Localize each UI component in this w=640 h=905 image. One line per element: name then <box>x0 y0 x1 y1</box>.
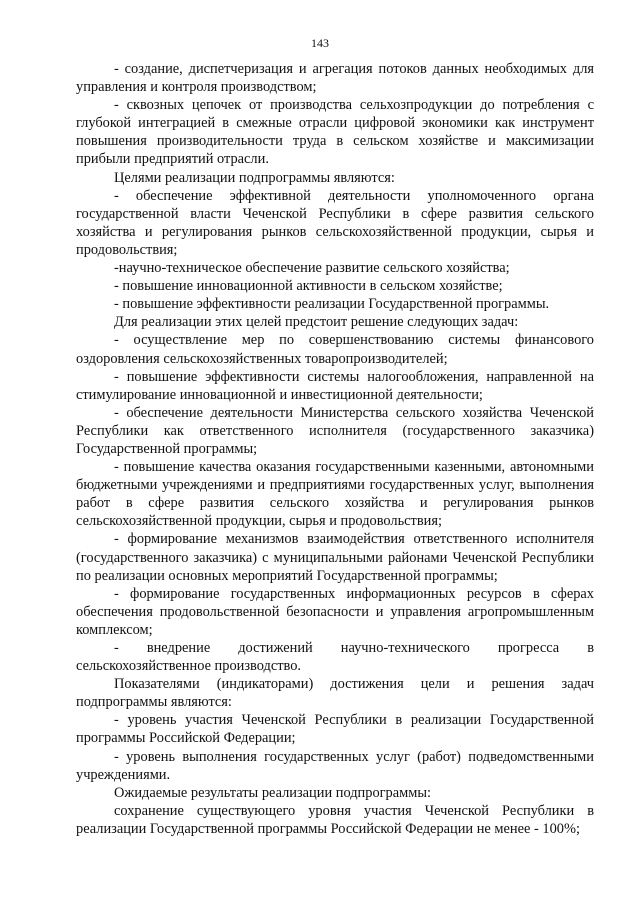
paragraph-data-aggregation: - создание, диспетчеризация и агрегация потоков данных необходимых для управления и контроля производством; <box>76 61 594 96</box>
paragraph-task-interaction: - формирование механизмов взаимодействия ответственного исполнителя (государственного заказчика) с муниципальными районами Чеченской Республики по реализации основных мероприятий Государственной программы; <box>76 531 594 584</box>
paragraph-goal-innovation: - повышение инновационной активности в сельском хозяйстве; <box>114 278 503 295</box>
paragraph-indicator-participation: - уровень участия Чеченской Республики в реализации Государственной программы Российской Федерации; <box>76 712 594 747</box>
paragraph-tasks-heading: Для реализации этих целей предстоит решение следующих задач: <box>114 314 519 331</box>
paragraph-goal-efficiency: - повышение эффективности реализации Государственной программы. <box>114 296 550 313</box>
paragraph-goal-authority: - обеспечение эффективной деятельности уполномоченного органа государственной власти Чеченской Республики в сфере развития сельского хозяйства и регулирования рынков сельскохозяйственной продукции, сырья и продовольствия; <box>76 187 594 258</box>
paragraph-indicators-heading: Показателями (индикаторами) достижения цели и решения задач подпрограммы являются: <box>76 676 594 711</box>
paragraph-goal-scientific: -научно-техническое обеспечение развитие сельского хозяйства; <box>114 260 510 277</box>
paragraph-task-progress: - внедрение достижений научно-технического прогресса в сельскохозяйственное производство. <box>76 640 594 675</box>
paragraph-indicator-services: - уровень выполнения государственных услуг (работ) подведомственными учреждениями. <box>76 748 594 783</box>
paragraph-task-services: - повышение качества оказания государственными казенными, автономными бюджетными учреждениями и предприятиями государственных услуг, выполнения работ в сфере развития сельского хозяйства и регулирования рынков сельскохозяйственной продукции, сырья и продовольствия; <box>76 459 594 530</box>
page-number: 143 <box>311 36 329 50</box>
paragraph-task-information: - формирование государственных информационных ресурсов в сферах обеспечения продовольственной безопасности и управления агропромышленным комплексом; <box>76 585 594 638</box>
paragraph-goals-heading: Целями реализации подпрограммы являются: <box>114 169 395 186</box>
paragraph-task-taxation: - повышение эффективности системы налогообложения, направленной на стимулирование инновационной и инвестиционной деятельности; <box>76 368 594 403</box>
paragraph-result-participation: сохранение существующего уровня участия Чеченской Республики в реализации Государственной программы Российской Федерации не менее - 100%; <box>76 802 594 837</box>
document-body <box>76 60 594 838</box>
paragraph-task-financial: - осуществление мер по совершенствованию системы финансового оздоровления сельскохозяйственных товаропроизводителей; <box>76 332 594 367</box>
paragraph-end-to-end-chains: - сквозных цепочек от производства сельхозпродукции до потребления с глубокой интеграцией в смежные отрасли цифровой экономики как инструмент повышения производительности труда в сельском хозяйстве и максимизации прибыли предприятий отрасли. <box>76 97 594 168</box>
paragraph-task-ministry: - обеспечение деятельности Министерства сельского хозяйства Чеченской Республики как ответственного исполнителя (государственного заказчика) Государственной программы; <box>76 404 594 457</box>
paragraph-results-heading: Ожидаемые результаты реализации подпрограммы: <box>114 784 432 801</box>
